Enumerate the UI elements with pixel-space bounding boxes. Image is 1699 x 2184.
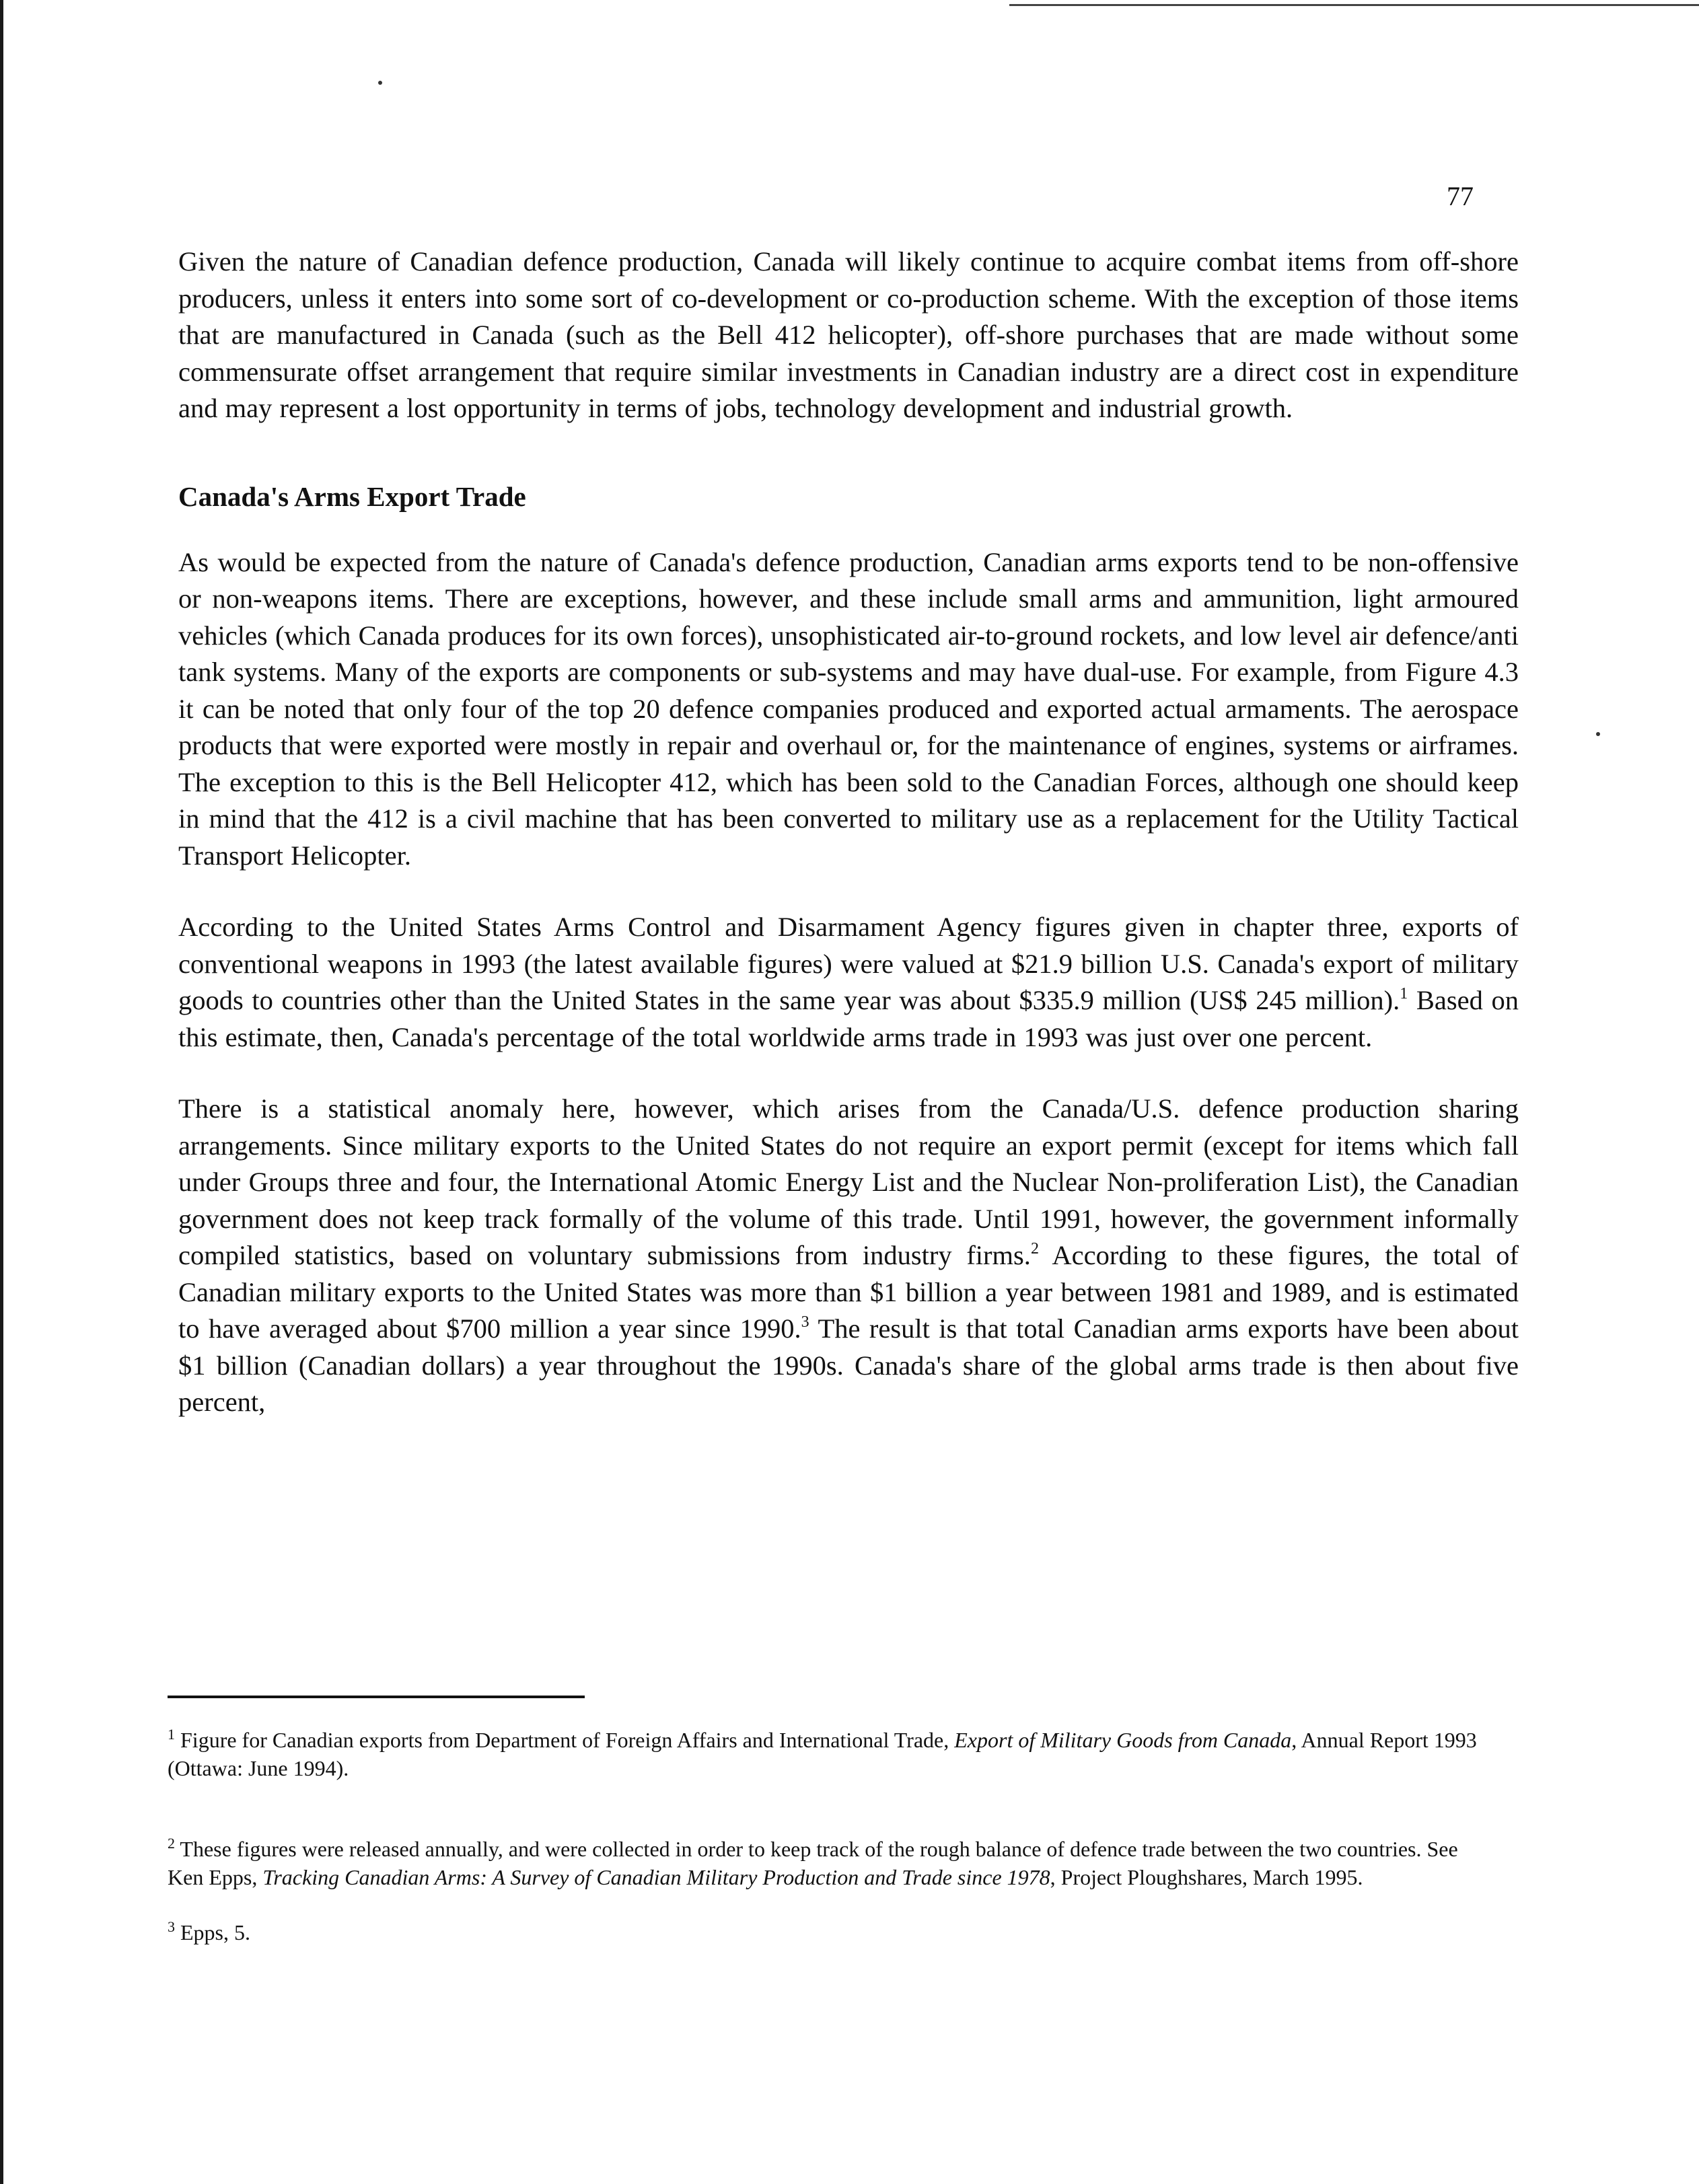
page-number: 77: [1447, 181, 1474, 211]
footnotes: [168, 1726, 1486, 1999]
footnote-reference[interactable]: 3: [801, 1313, 809, 1331]
footnote-text: Epps, 5.: [175, 1920, 250, 1944]
footnote-divider: [168, 1696, 585, 1698]
paragraph-text: There is a statistical anomaly here, however, which arises from the Canada/U.S. defence production sharing arrangements. Since military exports to the United States do not require an export permit (except for items which fall under Groups three and four, the International Atomic Energy List and the Nuclear Non-proliferation List), the Canadian government does not keep track formally of the volume of this trade. Until 1991, however, the government informally compiled statistics, based on voluntary submissions from industry firms.: [178, 1093, 1519, 1270]
footnote-mark: 2: [168, 1835, 175, 1852]
footnote-text: These figures were released annually, and were collected in order to keep track of the rough balance of defence trade between the two countries. See Ken Epps,: [168, 1837, 1458, 1889]
paragraph-offshore-procurement: Given the nature of Canadian defence production, Canada will likely continue to acquire combat items from off-shore producers, unless it enters into some sort of co-development or co-production scheme. With the exception of those items that are manufactured in Canada (such as the Bell 412 helicopter), off-shore purchases that are made without some commensurate offset arrangement that require similar investments in Canadian industry are a direct cost in expenditure and may represent a lost opportunity in terms of jobs, technology development and industrial growth.: [178, 246, 1519, 423]
footnote-mark: 1: [168, 1726, 175, 1743]
scan-left-edge: [0, 0, 3, 2184]
scan-speck: [1596, 732, 1600, 736]
footnote-mark: 3: [168, 1918, 175, 1935]
footnote-title: Tracking Canadian Arms: A Survey of Canadian Military Production and Trade since 1978: [262, 1865, 1050, 1889]
footnote-reference[interactable]: 2: [1030, 1240, 1039, 1258]
footnote-1: [168, 1726, 1486, 1782]
footnote-reference[interactable]: 1: [1400, 985, 1408, 1003]
footnote-title: Export of Military Goods from Canada: [954, 1728, 1292, 1752]
body-text: [178, 244, 1519, 1456]
paragraph-export-types: As would be expected from the nature of Canada's defence production, Canadian arms exports tend to be non-offensive or non-weapons items. There are exceptions, however, and these include small arms and ammunition, light armoured vehicles (which Canada produces for its own forces), unsophisticated air-to-ground rockets, and low level air defence/anti tank systems. Many of the exports are components or sub-systems and may have dual-use. For example, from Figure 4.3 it can be noted that only four of the top 20 defence companies produced and exported actual armaments. The aerospace products that were exported were mostly in repair and overhaul or, for the maintenance of engines, systems or airframes. The exception to this is the Bell Helicopter 412, which has been sold to the Canadian Forces, although one should keep in mind that the 412 is a civil machine that has been converted to military use as a replacement for the Utility Tactical Transport Helicopter.: [178, 546, 1519, 871]
paragraph-text: According to the United States Arms Control and Disarmament Agency figures given in chapter three, exports of conventional weapons in 1993 (the latest available figures) were valued at $21.9 billion U.S. Canada's export of military goods to countries other than the United States in the same year was about $335.9 million (US$ 245 million).: [178, 912, 1519, 1015]
paragraph-statistical-anomaly: [178, 1091, 1519, 1421]
paragraph-text: According to these figures, the total of Canadian military exports to the United States was more than $1 billion a year between 1981 and 1989, and is estimated to have averaged about $700 million a year since 1990.: [178, 1240, 1519, 1344]
scan-speck: [378, 81, 382, 85]
scan-top-rule: [1009, 4, 1699, 6]
footnote-2: [168, 1835, 1486, 1891]
paragraph-text: Based on this estimate, then, Canada's percentage of the total worldwide arms trade in 1993 was just over one percent.: [178, 985, 1519, 1052]
section-heading: Canada's Arms Export Trade: [178, 480, 526, 512]
footnote-text: Figure for Canadian exports from Department of Foreign Affairs and International Trade,: [175, 1728, 955, 1752]
paragraph-export-share: [178, 909, 1519, 1056]
footnote-text: , Annual Report 1993 (Ottawa: June 1994).: [168, 1728, 1477, 1780]
footnote-text: , Project Ploughshares, March 1995.: [1050, 1865, 1363, 1889]
footnote-3: [168, 1918, 1486, 1946]
paragraph-text: The result is that total Canadian arms exports have been about $1 billion (Canadian dollars) a year throughout the 1990s. Canada's share of the global arms trade is then about five percent,: [178, 1313, 1519, 1417]
